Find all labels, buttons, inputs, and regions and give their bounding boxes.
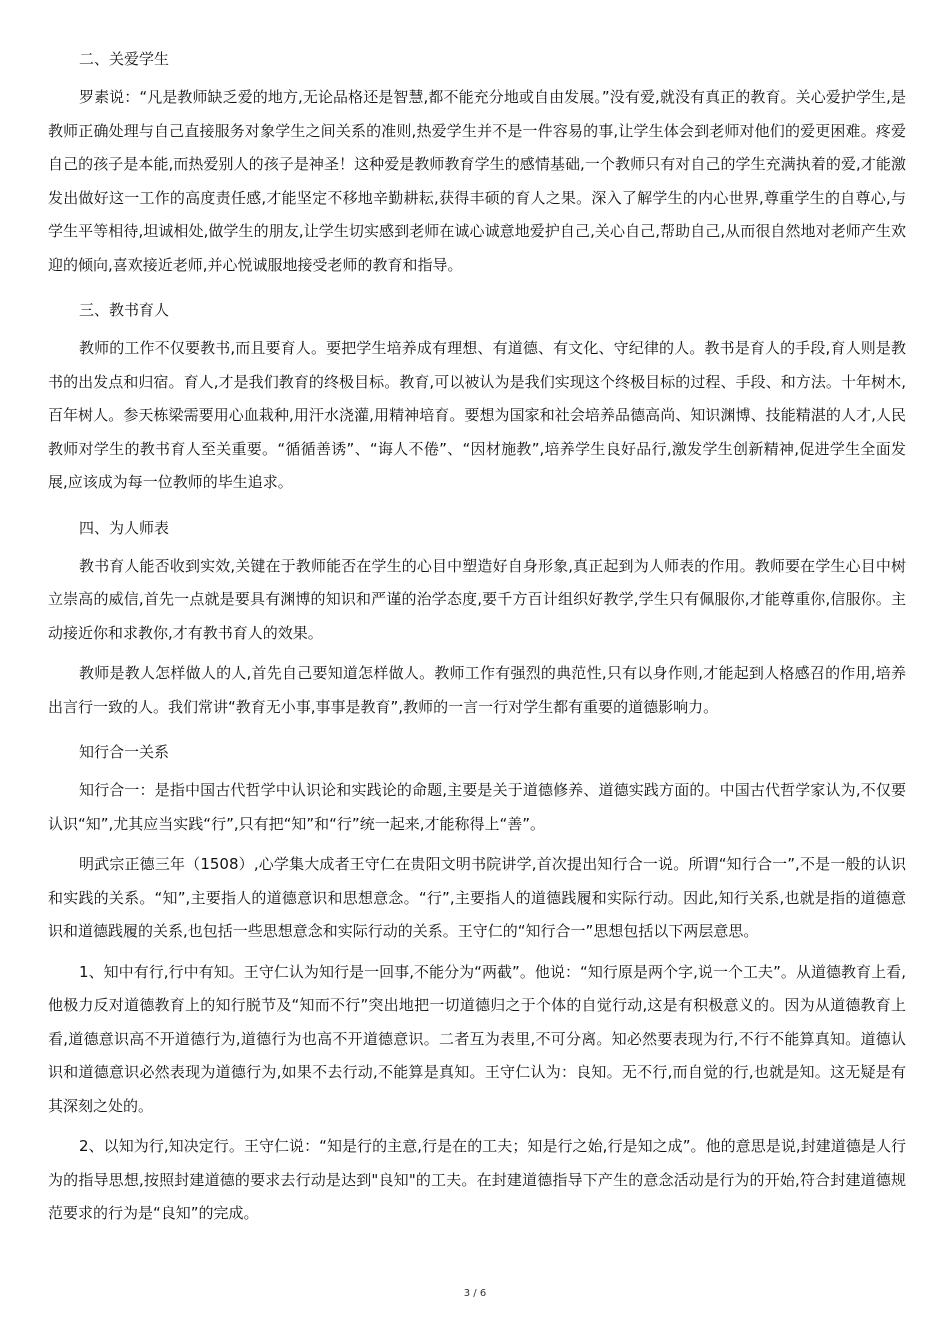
- section-heading-knowledge-action: 知行合一关系: [79, 743, 170, 761]
- paragraph-care: 罗素说：“凡是教师缺乏爱的地方,无论品格还是智慧,都不能充分地或自由发展。”没有爱,就没有真正的教育。关心爱护学生,是教师正确处理与自己直接服务对象学生之间关系的准则,热爱学生并不是一件容易的事,让学生体会到老师对他们的爱更困难。疼爱自己的孩子是本能,而热爱别人的孩子是神圣！这种爱是教师教育学生的感情基础,一个教师只有对自己的学生充满执着的爱,才能激发出做好这一工作的高度责任感,才能坚定不移地辛勤耕耘,获得丰硕的育人之果。深入了解学生的内心世界,尊重学生的自尊心,与学生平等相待,坦诚相处,做学生的朋友,让学生切实感到老师在诚心诚意地爱护自己,关心自己,帮助自己,从而很自然地对老师产生欢迎的倾向,喜欢接近老师,并心悦诚服地接受老师的教育和指导。: [48, 88, 906, 274]
- paragraph-knowledge-action-definition: 知行合一：是指中国古代哲学中认识论和实践论的命题,主要是关于道德修养、道德实践方面的。中国古代哲学家认为,不仅要认识“知”,尤其应当实践“行”,只有把“知”和“行”统一起来,才能称得上“善”。: [48, 781, 906, 833]
- page-number: 3 / 6: [463, 1288, 487, 1299]
- section-heading-teaching: 三、教书育人: [79, 301, 170, 319]
- section-heading-care: 二、关爱学生: [79, 50, 170, 68]
- paragraph-teaching: 教师的工作不仅要教书,而且要育人。要把学生培养成有理想、有道德、有文化、守纪律的人。教书是育人的手段,育人则是教书的出发点和归宿。育人,才是我们教育的终极目标。教育,可以被认为是我们实现这个终极目标的过程、手段、和方法。十年树木,百年树人。参天栋梁需要用心血栽种,用汗水浇灌,用精神培育。要想为国家和社会培养品德高尚、知识渊博、技能精湛的人才,人民教师对学生的教书育人至关重要。“循循善诱”、“诲人不倦”、“因材施教”,培养学生良好品行,激发学生创新精神,促进学生全面发展,应该成为每一位教师的毕生追求。: [48, 339, 906, 491]
- document-body: [48, 38, 906, 1238]
- paragraph-role-model-2: 教师是教人怎样做人的人,首先自己要知道怎样做人。教师工作有强烈的典范性,只有以身作则,才能起到人格感召的作用,培养出言行一致的人。我们常讲“教育无小事,事事是教育”,教师的一言一行对学生都有重要的道德影响力。: [48, 664, 906, 716]
- paragraph-knowledge-action-history: 明武宗正德三年（1508）,心学集大成者王守仁在贵阳文明书院讲学,首次提出知行合一说。所谓“知行合一”,不是一般的认识和实践的关系。“知”,主要指人的道德意识和思想意念。“行”,主要指人的道德践履和实际行动。因此,知行关系,也就是指的道德意识和道德践履的关系,也包括一些思想意念和实际行动的关系。王守仁的“知行合一”思想包括以下两层意思。: [48, 855, 906, 940]
- paragraph-knowledge-action-point-2: 2、以知为行,知决定行。王守仁说：“知是行的主意,行是在的工夫；知是行之始,行是知之成”。他的意思是说,封建道德是人行为的指导思想,按照封建道德的要求去行动是达到"良知"的工夫。在封建道德指导下产生的意念活动是行为的开始,符合封建道德规范要求的行为是“良知”的完成。: [48, 1137, 906, 1222]
- paragraph-knowledge-action-point-1: 1、知中有行,行中有知。王守仁认为知行是一回事,不能分为“两截”。他说：“知行原是两个字,说一个工夫”。从道德教育上看,他极力反对道德教育上的知行脱节及“知而不行”突出地把一切道德归之于个体的自觉行动,这是有积极意义的。因为从道德教育上看,道德意识高不开道德行为,道德行为也高不开道德意识。二者互为表里,不可分离。知必然要表现为行,不行不能算真知。道德认识和道德意识必然表现为道德行为,如果不去行动,不能算是真知。王守仁认为：良知。无不行,而自觉的行,也就是知。这无疑是有其深刻之处的。: [48, 962, 906, 1115]
- section-heading-role-model: 四、为人师表: [79, 518, 170, 537]
- paragraph-role-model-1: 教书育人能否收到实效,关键在于教师能否在学生的心目中塑造好自身形象,真正起到为人师表的作用。教师要在学生心目中树立崇高的威信,首先一点就是要具有渊博的知识和严谨的治学态度,要千方百计组织好教学,学生只有佩服你,才能尊重你,信服你。主动接近你和求教你,才有教书育人的效果。: [48, 556, 906, 642]
